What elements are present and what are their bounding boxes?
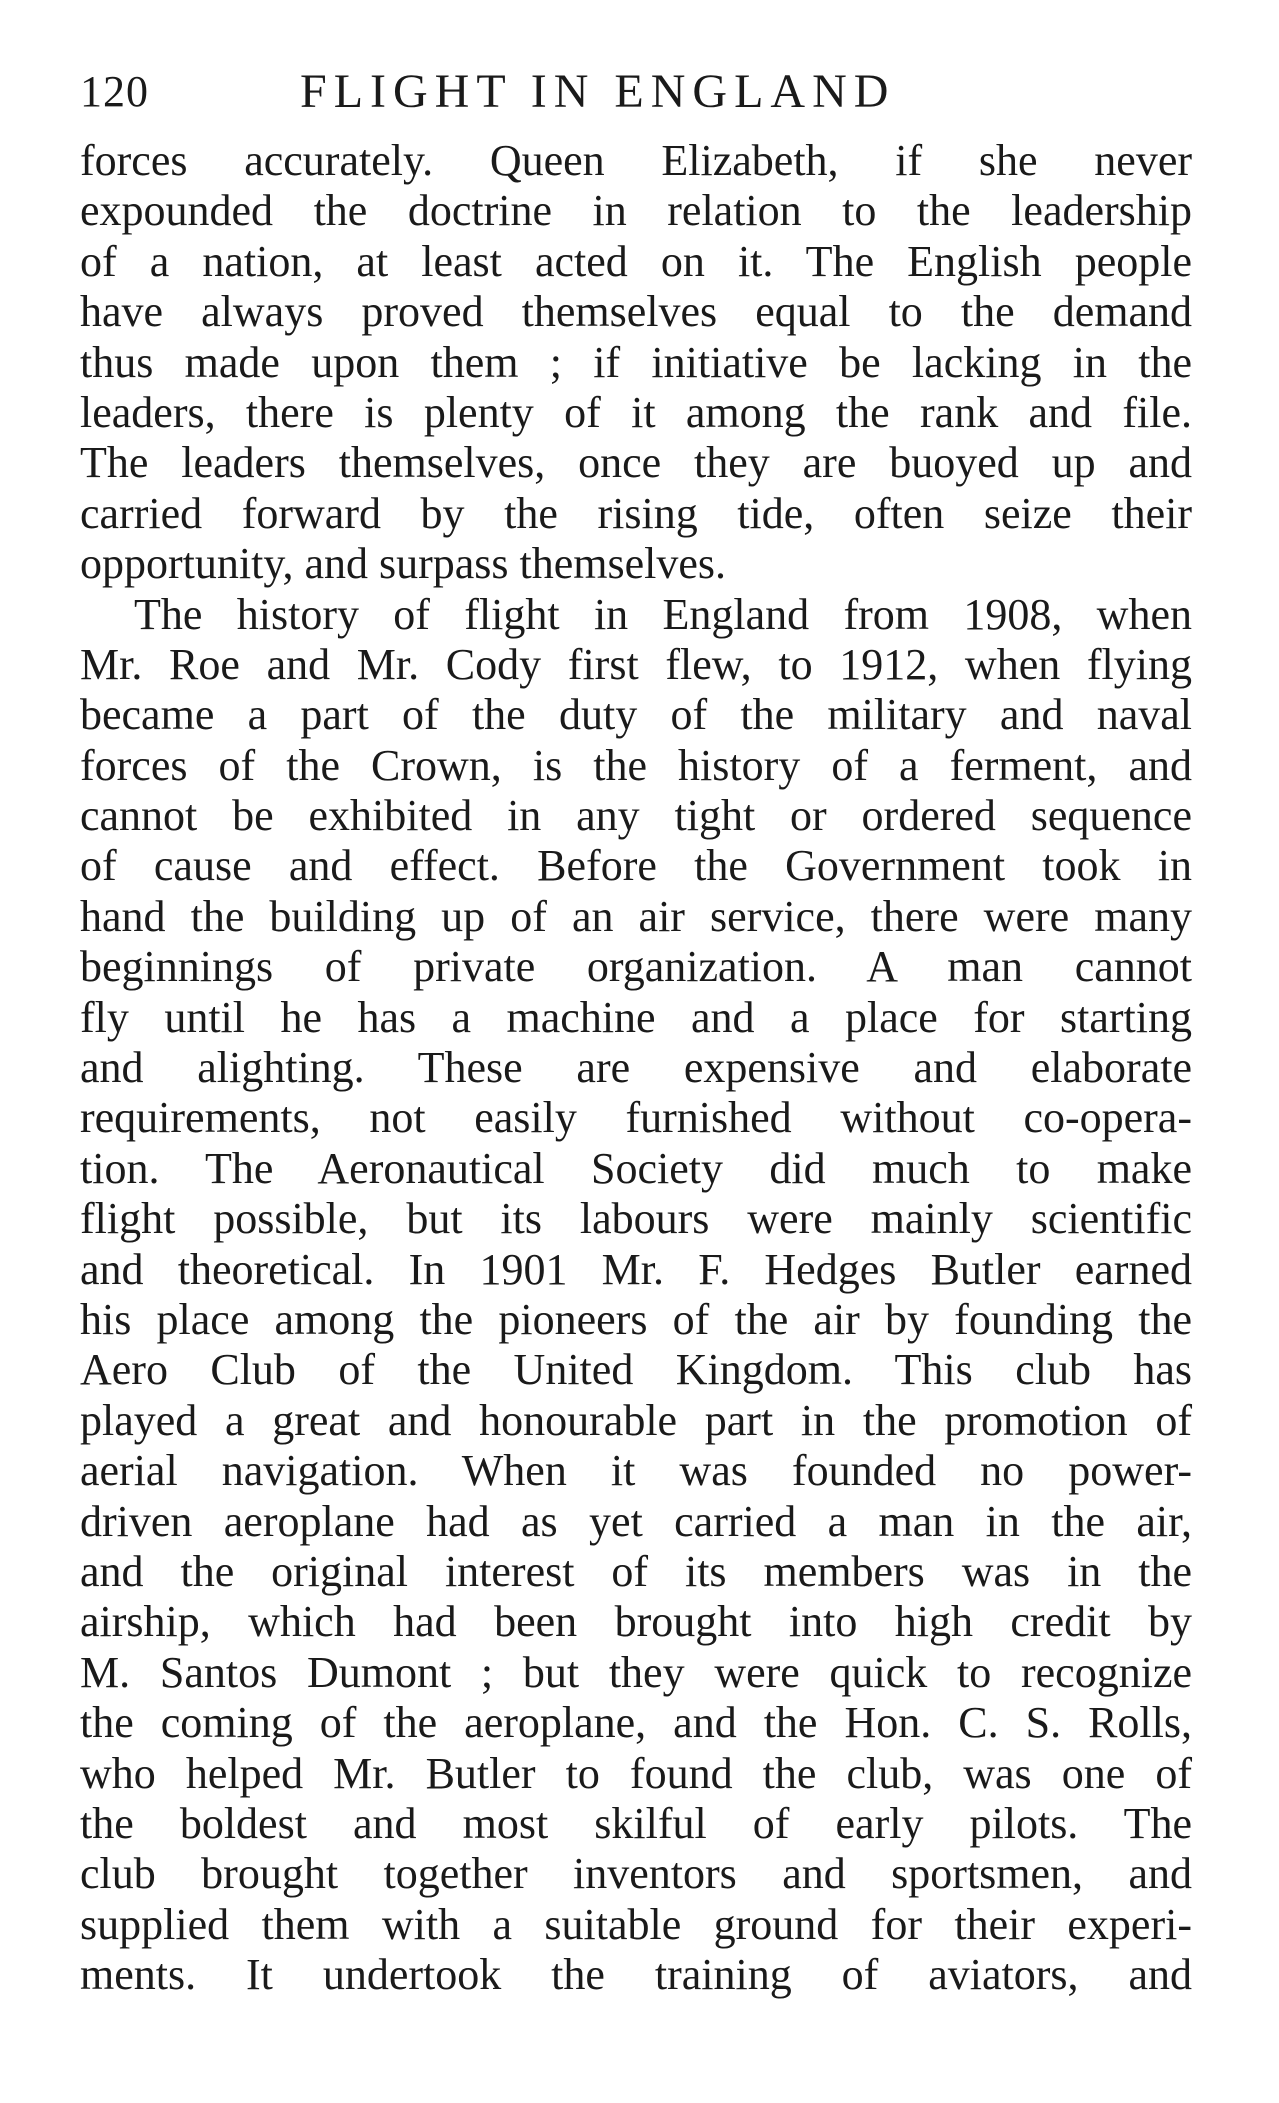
text-line: and theoretical. In 1901 Mr. F. Hedges Butler earned — [80, 1244, 1192, 1294]
text-line: carried forward by the rising tide, often seize their — [80, 488, 1192, 538]
text-line: leaders, there is plenty of it among the rank and file. — [80, 387, 1192, 437]
text-line: The history of flight in England from 1908, when — [134, 589, 1192, 639]
running-head — [80, 56, 1192, 128]
text-line: driven aeroplane had as yet carried a man in the air, — [80, 1496, 1192, 1546]
text-line: aerial navigation. When it was founded no power- — [80, 1446, 1192, 1496]
paragraph — [80, 136, 1192, 590]
text-line: thus made upon them ; if initiative be lacking in the — [80, 337, 1192, 387]
text-line: and alighting. These are expensive and elaborate — [80, 1043, 1192, 1093]
text-line: forces accurately. Queen Elizabeth, if she never — [80, 136, 1192, 185]
text-line: beginnings of private organization. A man cannot — [80, 942, 1192, 992]
text-line: The leaders themselves, once they are buoyed up and — [80, 438, 1192, 488]
text-line: fly until he has a machine and a place for starting — [80, 992, 1192, 1042]
page-number: 120 — [80, 67, 149, 116]
running-title: FLIGHT IN ENGLAND — [300, 65, 896, 118]
paragraph — [80, 590, 1192, 2001]
text-line: hand the building up of an air service, there were many — [80, 891, 1192, 941]
text-line: the coming of the aeroplane, and the Hon. C. S. Rolls, — [80, 1698, 1192, 1748]
text-line: ments. It undertook the training of aviators, and — [80, 1950, 1192, 2000]
text-line: of cause and effect. Before the Government took in — [80, 841, 1192, 891]
text-line: played a great and honourable part in the promotion of — [80, 1395, 1192, 1445]
text-line: requirements, not easily furnished without co-opera- — [80, 1093, 1192, 1143]
text-line: became a part of the duty of the military and naval — [80, 690, 1192, 740]
text-line: flight possible, but its labours were mainly scientific — [80, 1194, 1192, 1244]
body-text — [80, 136, 1192, 2000]
text-line: have always proved themselves equal to the demand — [80, 287, 1192, 337]
text-line: his place among the pioneers of the air by founding the — [80, 1294, 1192, 1344]
text-line: expounded the doctrine in relation to the leadership — [80, 186, 1192, 236]
text-line: tion. The Aeronautical Society did much to make — [80, 1143, 1192, 1193]
text-line: M. Santos Dumont ; but they were quick to recognize — [80, 1647, 1192, 1697]
text-line: airship, which had been brought into high credit by — [80, 1597, 1192, 1647]
text-line: the boldest and most skilful of early pilots. The — [80, 1798, 1192, 1848]
text-line: supplied them with a suitable ground for their experi- — [80, 1899, 1192, 1949]
text-line: cannot be exhibited in any tight or ordered sequence — [80, 791, 1192, 841]
text-line: Aero Club of the United Kingdom. This club has — [80, 1345, 1192, 1395]
text-line: opportunity, and surpass themselves. — [80, 539, 727, 589]
book-page — [80, 56, 1192, 2000]
text-line: and the original interest of its members was in the — [80, 1546, 1192, 1596]
text-line: forces of the Crown, is the history of a ferment, and — [80, 740, 1192, 790]
text-line: who helped Mr. Butler to found the club, was one of — [80, 1748, 1192, 1798]
text-line: club brought together inventors and sportsmen, and — [80, 1849, 1192, 1899]
text-line: Mr. Roe and Mr. Cody first flew, to 1912, when flying — [80, 639, 1192, 689]
text-line: of a nation, at least acted on it. The English people — [80, 236, 1192, 286]
